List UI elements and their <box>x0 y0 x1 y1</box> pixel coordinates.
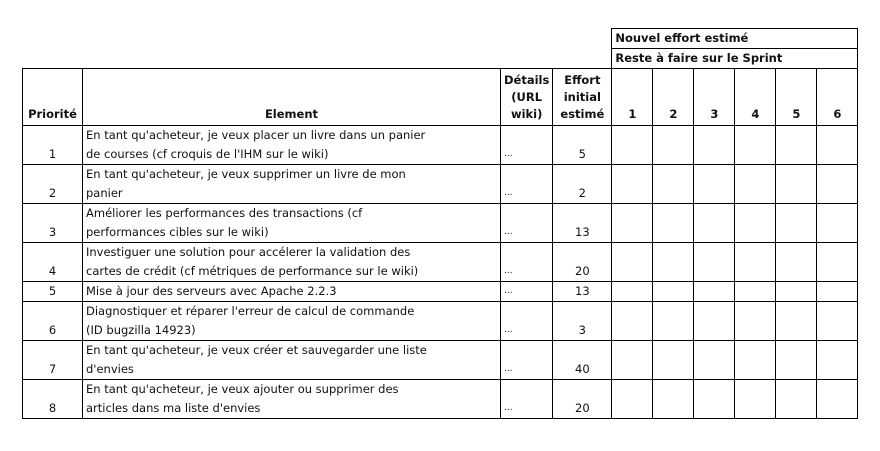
effort-cell: 40 <box>553 341 612 380</box>
day-cell[interactable] <box>653 126 694 165</box>
effort-cell: 3 <box>553 302 612 341</box>
details-cell: ... <box>501 165 553 204</box>
element-cell-line: (ID bugzilla 14923) <box>83 321 501 341</box>
priority-cell: 4 <box>23 243 83 282</box>
day-cell[interactable] <box>776 126 817 165</box>
day-cell[interactable] <box>653 243 694 282</box>
day-2-header: 2 <box>653 69 694 126</box>
day-cell[interactable] <box>694 302 735 341</box>
priority-cell: 3 <box>23 204 83 243</box>
header-row-subgroup <box>23 49 858 69</box>
day-cell[interactable] <box>817 341 858 380</box>
details-cell: ... <box>501 126 553 165</box>
day-1-header: 1 <box>612 69 653 126</box>
table-row <box>23 204 858 224</box>
day-3-header: 3 <box>694 69 735 126</box>
day-cell[interactable] <box>694 165 735 204</box>
day-cell[interactable] <box>694 243 735 282</box>
day-cell[interactable] <box>612 380 653 419</box>
effort-cell: 13 <box>553 282 612 302</box>
effort-cell: 20 <box>553 380 612 419</box>
day-cell[interactable] <box>612 165 653 204</box>
element-cell-line: Diagnostiquer et réparer l'erreur de calcul de commande <box>83 302 501 322</box>
day-cell[interactable] <box>817 243 858 282</box>
details-cell: ... <box>501 380 553 419</box>
day-cell[interactable] <box>817 165 858 204</box>
day-cell[interactable] <box>776 282 817 302</box>
details-cell: ... <box>501 282 553 302</box>
element-cell-line: Investiguer une solution pour accélerer la validation des <box>83 243 501 263</box>
day-cell[interactable] <box>776 243 817 282</box>
day-cell[interactable] <box>776 204 817 243</box>
day-cell[interactable] <box>776 165 817 204</box>
day-cell[interactable] <box>776 341 817 380</box>
day-4-header: 4 <box>735 69 776 126</box>
element-cell-line: En tant qu'acheteur, je veux créer et sauvegarder une liste <box>83 341 501 361</box>
column-header-row <box>23 69 858 126</box>
details-header: Détails (URL wiki) <box>501 69 553 126</box>
day-cell[interactable] <box>735 302 776 341</box>
details-cell: ... <box>501 302 553 341</box>
element-header: Element <box>83 69 501 126</box>
priority-header: Priorité <box>23 69 83 126</box>
table-row <box>23 165 858 185</box>
details-cell: ... <box>501 341 553 380</box>
day-cell[interactable] <box>817 380 858 419</box>
day-cell[interactable] <box>612 243 653 282</box>
element-cell-line: articles dans ma liste d'envies <box>83 399 501 419</box>
day-cell[interactable] <box>612 126 653 165</box>
day-6-header: 6 <box>817 69 858 126</box>
details-cell: ... <box>501 204 553 243</box>
day-cell[interactable] <box>653 341 694 380</box>
day-cell[interactable] <box>817 282 858 302</box>
element-cell-line: En tant qu'acheteur, je veux placer un livre dans un panier <box>83 126 501 146</box>
element-cell-line: cartes de crédit (cf métriques de performance sur le wiki) <box>83 262 501 282</box>
table-row <box>23 380 858 400</box>
element-cell-line: de courses (cf croquis de l'IHM sur le wiki) <box>83 145 501 165</box>
day-cell[interactable] <box>612 282 653 302</box>
day-cell[interactable] <box>653 204 694 243</box>
day-cell[interactable] <box>612 341 653 380</box>
priority-cell: 5 <box>23 282 83 302</box>
table-row <box>23 243 858 263</box>
day-cell[interactable] <box>694 341 735 380</box>
effort-cell: 5 <box>553 126 612 165</box>
day-cell[interactable] <box>817 302 858 341</box>
priority-cell: 7 <box>23 341 83 380</box>
sprint-backlog-table <box>22 28 858 419</box>
day-cell[interactable] <box>817 204 858 243</box>
element-cell-line: En tant qu'acheteur, je veux ajouter ou supprimer des <box>83 380 501 400</box>
day-cell[interactable] <box>735 165 776 204</box>
table-row <box>23 302 858 322</box>
table-row <box>23 282 858 302</box>
priority-cell: 1 <box>23 126 83 165</box>
day-5-header: 5 <box>776 69 817 126</box>
priority-cell: 8 <box>23 380 83 419</box>
day-cell[interactable] <box>653 282 694 302</box>
effort-cell: 13 <box>553 204 612 243</box>
day-cell[interactable] <box>653 165 694 204</box>
effort-cell: 2 <box>553 165 612 204</box>
table-row <box>23 126 858 146</box>
day-cell[interactable] <box>653 380 694 419</box>
table-row <box>23 341 858 361</box>
element-cell-line: panier <box>83 184 501 204</box>
element-cell-line: Améliorer les performances des transactions (cf <box>83 204 501 224</box>
day-cell[interactable] <box>735 243 776 282</box>
day-cell[interactable] <box>735 204 776 243</box>
effort-cell: 20 <box>553 243 612 282</box>
day-cell[interactable] <box>694 126 735 165</box>
remaining-sprint-header: Reste à faire sur le Sprint <box>612 49 858 69</box>
element-cell-line: En tant qu'acheteur, je veux supprimer un livre de mon <box>83 165 501 185</box>
initial-effort-header: Effort initial estimé <box>553 69 612 126</box>
day-cell[interactable] <box>776 380 817 419</box>
element-cell-line: performances cibles sur le wiki) <box>83 223 501 243</box>
day-cell[interactable] <box>612 302 653 341</box>
priority-cell: 2 <box>23 165 83 204</box>
element-cell-line: d'envies <box>83 360 501 380</box>
day-cell[interactable] <box>735 282 776 302</box>
details-cell: ... <box>501 243 553 282</box>
day-cell[interactable] <box>735 341 776 380</box>
day-cell[interactable] <box>776 302 817 341</box>
element-cell-line: Mise à jour des serveurs avec Apache 2.2.3 <box>83 282 501 302</box>
day-cell[interactable] <box>653 302 694 341</box>
day-cell[interactable] <box>694 282 735 302</box>
day-cell[interactable] <box>735 126 776 165</box>
day-cell[interactable] <box>694 204 735 243</box>
day-cell[interactable] <box>694 380 735 419</box>
day-cell[interactable] <box>735 380 776 419</box>
day-cell[interactable] <box>817 126 858 165</box>
priority-cell: 6 <box>23 302 83 341</box>
new-effort-header: Nouvel effort estimé <box>612 29 858 49</box>
day-cell[interactable] <box>612 204 653 243</box>
header-row-group <box>23 29 858 49</box>
